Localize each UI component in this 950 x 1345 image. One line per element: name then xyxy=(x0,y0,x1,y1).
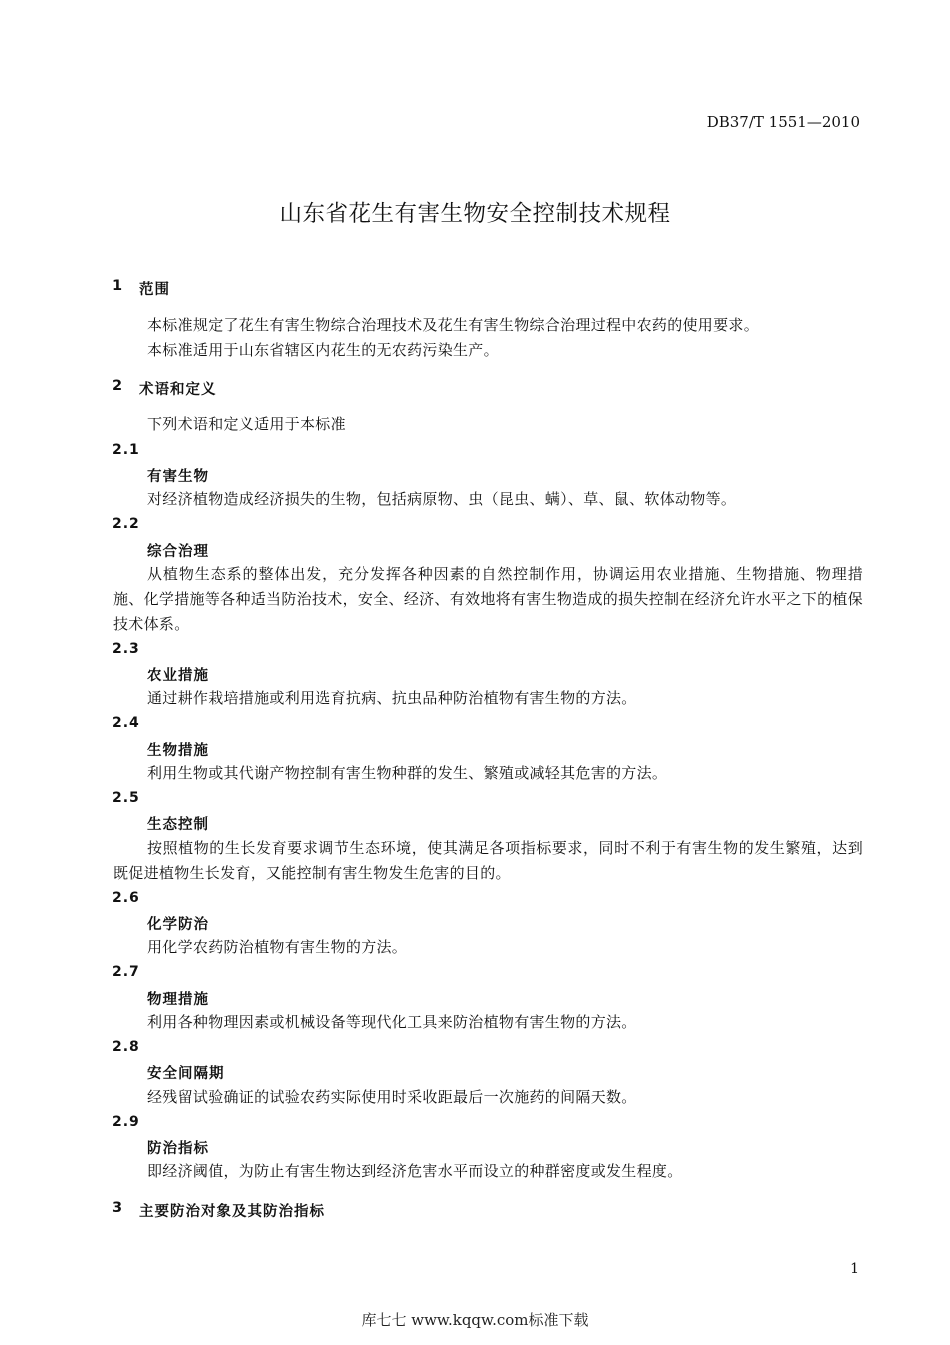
document-title: 山东省花生有害生物安全控制技术规程 xyxy=(279,201,671,227)
section-number: 2 xyxy=(112,378,123,394)
clause-number: 2.4 xyxy=(112,715,140,731)
footer-watermark: 库七七 www.kqqw.com标准下载 xyxy=(361,1311,589,1329)
section-title: 术语和定义 xyxy=(139,382,217,398)
term-title: 防治指标 xyxy=(147,1141,209,1157)
document-code: DB37/T 1551—2010 xyxy=(706,113,860,131)
term-definition: 通过耕作栽培措施或利用选育抗病、抗虫品种防治植物有害生物的方法。 xyxy=(147,689,637,707)
term-title: 综合治理 xyxy=(147,544,209,560)
term-title: 有害生物 xyxy=(147,469,209,485)
section-title: 范围 xyxy=(139,282,170,298)
clause-number: 2.2 xyxy=(112,516,140,532)
term-title: 物理措施 xyxy=(147,992,209,1008)
clause-number: 2.6 xyxy=(112,890,140,906)
term-definition: 从植物生态系的整体出发，充分发挥各种因素的自然控制作用，协调运用农业措施、生物措施、物理措施、化学措施等各种适当防治技术，安全、经济、有效地将有害生物造成的损失控制在经济允许水平之下的植保技术体系。 xyxy=(113,565,863,633)
section-title: 主要防治对象及其防治指标 xyxy=(139,1204,325,1220)
clause-number: 2.1 xyxy=(112,442,140,458)
term-title: 生物措施 xyxy=(147,743,209,759)
term-title: 农业措施 xyxy=(147,668,209,684)
page-number: 1 xyxy=(850,1261,859,1277)
section-number: 3 xyxy=(112,1200,123,1216)
term-definition: 即经济阈值，为防止有害生物达到经济危害水平而设立的种群密度或发生程度。 xyxy=(147,1162,683,1180)
term-title: 安全间隔期 xyxy=(147,1066,225,1082)
term-definition: 利用各种物理因素或机械设备等现代化工具来防治植物有害生物的方法。 xyxy=(147,1013,637,1031)
term-definition: 用化学农药防治植物有害生物的方法。 xyxy=(147,938,408,956)
term-definition: 按照植物的生长发育要求调节生态环境，使其满足各项指标要求，同时不利于有害生物的发生繁殖，达到既促进植物生长发育，又能控制有害生物发生危害的目的。 xyxy=(113,839,863,882)
clause-number: 2.5 xyxy=(112,790,140,806)
paragraph: 下列术语和定义适用于本标准 xyxy=(147,415,346,433)
term-title: 化学防治 xyxy=(147,917,209,933)
term-definition: 经残留试验确证的试验农药实际使用时采收距最后一次施药的间隔天数。 xyxy=(147,1088,637,1106)
clause-number: 2.7 xyxy=(112,964,140,980)
clause-number: 2.9 xyxy=(112,1114,140,1130)
clause-number: 2.8 xyxy=(112,1039,140,1055)
paragraph: 本标准适用于山东省辖区内花生的无农药污染生产。 xyxy=(147,341,499,359)
clause-number: 2.3 xyxy=(112,641,140,657)
paragraph: 本标准规定了花生有害生物综合治理技术及花生有害生物综合治理过程中农药的使用要求。 xyxy=(147,316,760,334)
term-definition: 对经济植物造成经济损失的生物，包括病原物、虫（昆虫、螨）、草、鼠、软体动物等。 xyxy=(147,490,737,508)
term-definition: 利用生物或其代谢产物控制有害生物种群的发生、繁殖或减轻其危害的方法。 xyxy=(147,764,668,782)
section-number: 1 xyxy=(112,278,123,294)
term-title: 生态控制 xyxy=(147,817,209,833)
